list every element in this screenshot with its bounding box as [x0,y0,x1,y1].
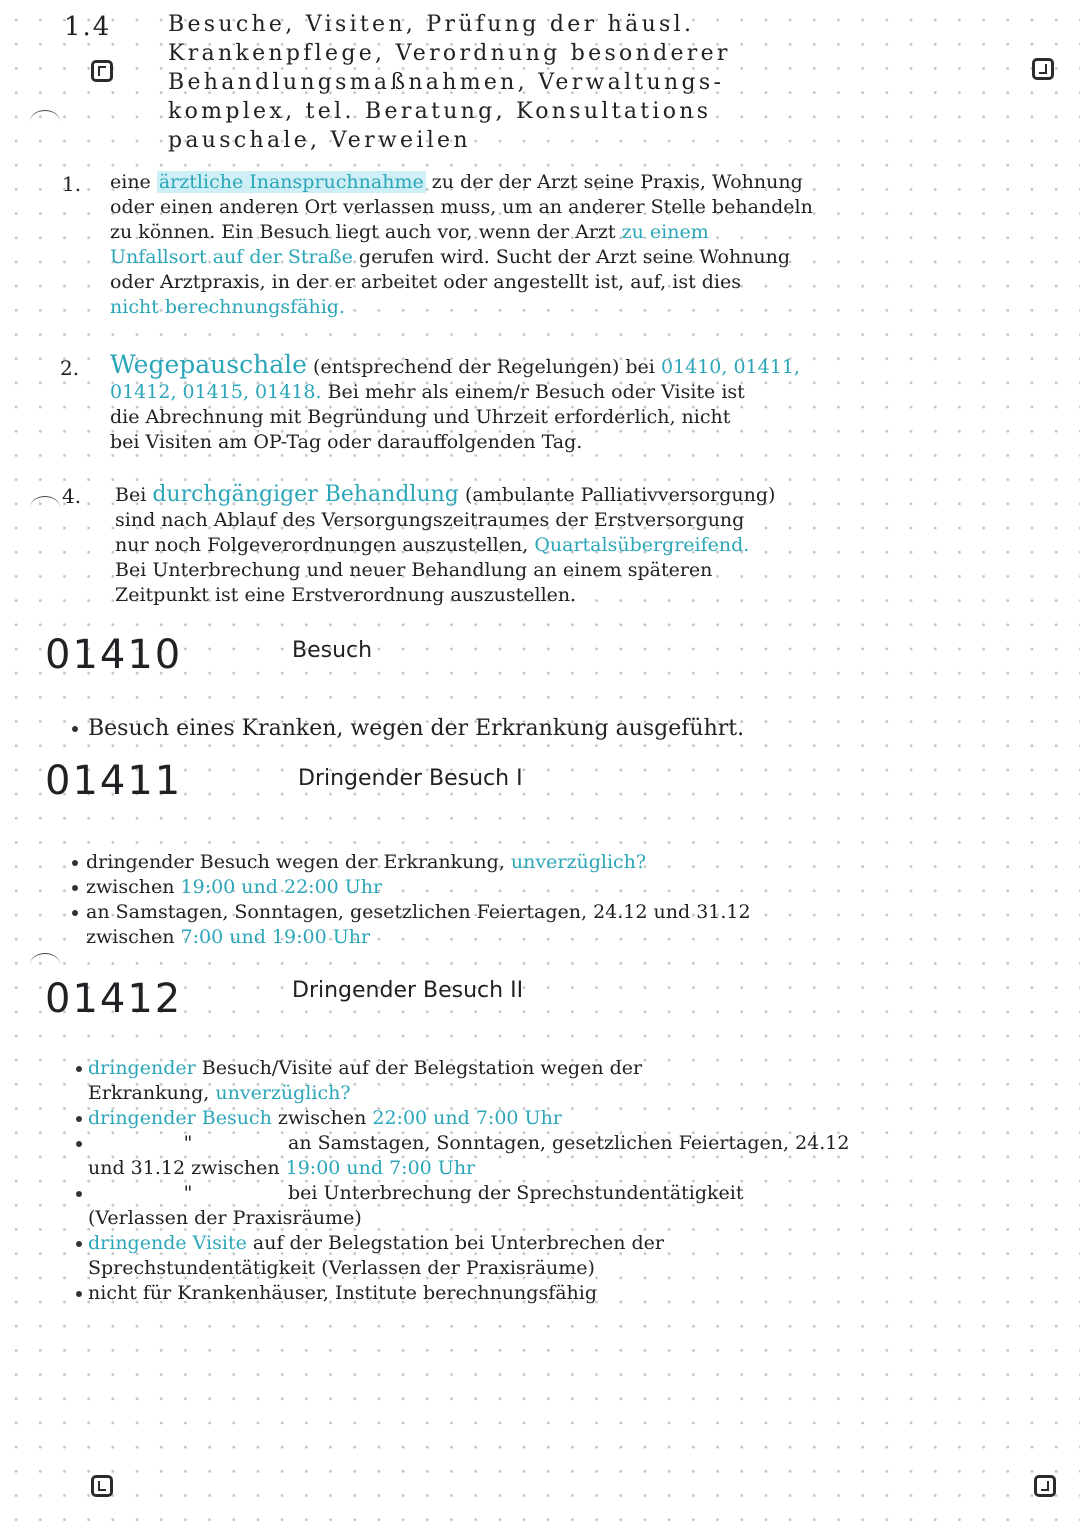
text: oder Arztpraxis, in der er arbeitet oder angestellt ist, auf, ist dies [110,271,741,293]
teal-term: dringende Visite [88,1232,247,1254]
teal-term: 01410, 01411, [660,356,800,378]
teal-term: durchgängiger Behandlung [152,482,459,507]
page-title [168,10,1068,155]
bullet [72,726,78,732]
paragraph-4 [115,482,1075,608]
arrow-corner-icon [1037,1478,1053,1494]
teal-term: Wegepauschale [110,350,307,379]
paragraph-marker: 2. [60,356,80,380]
text: (entsprechend der Regelungen) bei [312,356,655,378]
code-number: 01412 [45,976,183,1022]
teal-term: 22:00 und 7:00 Uhr [372,1107,562,1129]
text: gerufen wird. Sucht der Arzt seine Wohnung [358,246,791,268]
text: Besuch/Visite auf der Belegstation wegen der [201,1057,643,1079]
ditto-mark: " [183,1182,193,1204]
text: (ambulante Palliativversorgung) [464,484,776,506]
teal-term: 19:00 und 7:00 Uhr [285,1157,476,1179]
code-title: Besuch [292,638,373,663]
text: Sprechstundentätigkeit (Verlassen der Praxisräume) [88,1257,595,1279]
text: und 31.12 zwischen [88,1157,280,1179]
code-number: 01410 [45,632,183,678]
paragraph-1 [110,170,1075,320]
text: nur noch Folgeverordnungen auszustellen, [115,534,529,556]
text: Erkrankung, [88,1082,210,1104]
text: an Samstagen, Sonntagen, gesetzlichen Feiertagen, 24.12 und 31.12 [86,901,751,923]
teal-term: unverzüglich? [215,1082,351,1104]
margin-mark [30,953,60,976]
highlighted-term: ärztliche Inanspruchnahme [158,171,424,193]
margin-mark [30,110,60,133]
text: auf der Belegstation bei Unterbrechen der [252,1232,664,1254]
text: nicht für Krankenhäuser, Institute berechnungsfähig [88,1282,598,1304]
ditto-mark: " [183,1132,193,1154]
next-page-button[interactable] [1032,58,1054,80]
title-line: Krankenpflege, Verordnung besonderer [168,41,731,66]
bullet [76,1116,82,1122]
section-number: 1.4 [64,12,112,42]
bullet-list [88,1056,1073,1306]
text: oder einen anderen Ort verlassen muss, um an anderer Stelle behandeln [110,196,813,218]
text: zwischen [86,876,175,898]
title-line: Behandlungsmaßnahmen, Verwaltungs- [168,70,725,95]
text: Bei [115,484,147,506]
text: an Samstagen, Sonntagen, gesetzlichen Feiertagen, 24.12 [288,1132,850,1154]
text: bei Visiten am OP-Tag oder darauffolgenden Tag. [110,431,583,453]
bullet-list [86,850,1076,950]
teal-term: 01412, 01415, 01418. [110,381,322,403]
code-title: Dringender Besuch II [292,978,524,1003]
teal-term: 19:00 und 22:00 Uhr [180,876,383,898]
text: zwischen [277,1107,367,1129]
text: zu können. Ein Besuch liegt auch vor, wenn der Arzt [110,221,616,243]
teal-term: Quartalsübergreifend. [534,534,750,556]
bullet [72,910,78,916]
teal-term: dringender [88,1057,196,1079]
paragraph-2 [110,352,1075,455]
arrow-corner-icon [94,1478,110,1494]
paragraph-marker: 1. [62,172,82,196]
teal-term: Unfallsort auf der Straße [110,246,353,268]
teal-term: 7:00 und 19:00 Uhr [180,926,371,948]
text: (Verlassen der Praxisräume) [88,1207,362,1229]
text: eine [110,171,151,193]
bullet [76,1191,82,1197]
code-title: Dringender Besuch I [298,766,523,791]
text: sind nach Ablauf des Versorgungszeitraumes der Erstversorgung [115,509,745,531]
text: bei Unterbrechung der Sprechstundentätigkeit [288,1182,744,1204]
bullet [76,1066,82,1072]
previous-page-button[interactable] [91,60,113,82]
teal-term: unverzüglich? [510,851,647,873]
bullet [72,885,78,891]
paragraph-marker: 4. [62,484,82,508]
text: Zeitpunkt ist eine Erstverordnung auszustellen. [115,584,577,606]
teal-term: zu einem [621,221,709,243]
bullet-text: Besuch eines Kranken, wegen der Erkrankung ausgeführt. [88,716,745,741]
title-line: komplex, tel. Beratung, Konsultations [168,99,712,124]
arrow-corner-icon [1035,61,1051,77]
text: die Abrechnung mit Begründung und Uhrzeit erforderlich, nicht [110,406,731,428]
bullet [76,1241,82,1247]
teal-term: nicht berechnungsfähig. [110,296,345,318]
title-line: Besuche, Visiten, Prüfung der häusl. [168,12,695,37]
page-forward-button[interactable] [1034,1475,1056,1497]
bullet [72,860,78,866]
teal-term: dringender Besuch [88,1107,272,1129]
code-number: 01411 [45,758,183,804]
title-line: pauschale, Verweilen [168,128,471,153]
page-back-button[interactable] [91,1475,113,1497]
margin-mark [30,496,60,519]
bullet [76,1291,82,1297]
text: Bei Unterbrechung und neuer Behandlung an einem späteren [115,559,713,581]
text: Bei mehr als einem/r Besuch oder Visite ist [327,381,745,403]
text: zwischen [86,926,175,948]
arrow-corner-icon [94,63,110,79]
text: dringender Besuch wegen der Erkrankung, [86,851,505,873]
text: zu der der Arzt seine Praxis, Wohnung [431,171,803,193]
bullet [76,1141,82,1147]
